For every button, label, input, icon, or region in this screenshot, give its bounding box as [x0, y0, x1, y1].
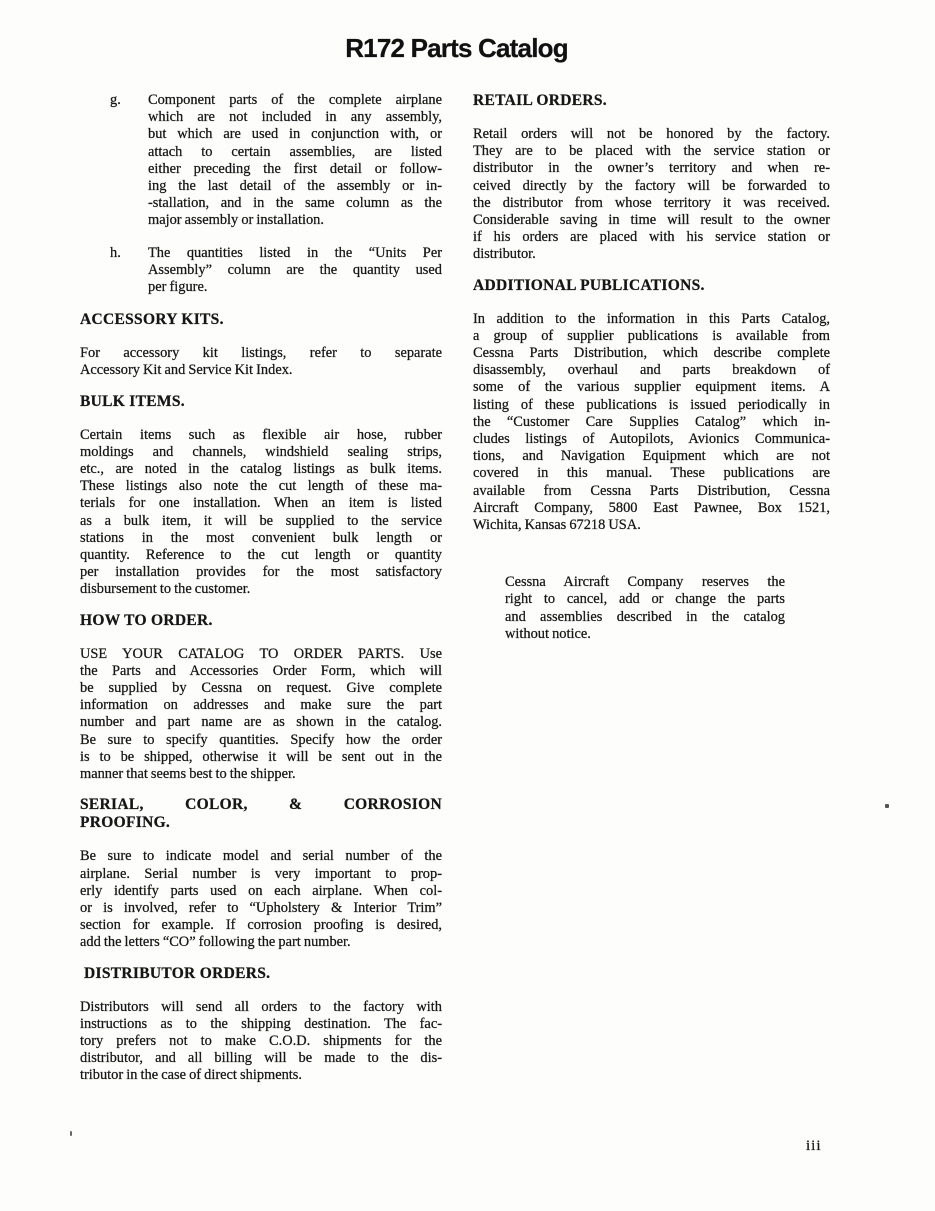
text-line: and assemblies described in the catalog — [505, 608, 785, 625]
text-line: Assembly” column are the quantity used — [148, 261, 442, 278]
paragraph — [473, 126, 830, 264]
text-line: or is involved, refer to “Upholstery & Interior Trim” — [80, 899, 442, 916]
scan-speck-icon — [885, 804, 889, 808]
heading — [80, 393, 442, 411]
text-line: disassembly, overhaul and parts breakdown of — [473, 362, 830, 379]
text-line: right to cancel, add or change the parts — [505, 591, 785, 608]
text-line: Be sure to indicate model and serial number of the — [80, 848, 442, 865]
text-line: number and part name are as shown in the catalog. — [80, 714, 442, 731]
text-line: The quantities listed in the “Units Per — [148, 244, 442, 261]
text-line: section for example. If corrosion proofing is desired, — [80, 917, 442, 934]
text-line: either preceding the first detail or follow- — [148, 160, 442, 177]
text-line: -stallation, and in the same column as the — [148, 195, 442, 212]
text-line: ing the last detail of the assembly or in- — [148, 178, 442, 195]
text-line: terials for one installation. When an item is listed — [80, 495, 442, 512]
heading — [80, 612, 442, 630]
text-line: manner that seems best to the shipper. — [80, 766, 296, 783]
text-line: BULK ITEMS. — [80, 392, 185, 410]
list-item-marker: h. — [110, 244, 121, 261]
text-line: DISTRIBUTOR ORDERS. — [84, 964, 271, 982]
text-line: per figure. — [148, 279, 208, 296]
page-number: iii — [806, 1138, 822, 1154]
text-line: HOW TO ORDER. — [80, 611, 213, 629]
text-line: ADDITIONAL PUBLICATIONS. — [473, 276, 705, 294]
text-line: cludes listings of Autopilots, Avionics Communica- — [473, 431, 830, 448]
text-line: erly identify parts used on each airplane. When col- — [80, 882, 442, 899]
list-item-marker: g. — [110, 92, 121, 108]
text-line: some of the various supplier equipment items. A — [473, 379, 830, 396]
text-line: distributor. — [473, 246, 536, 263]
text-line: stations in the most convenient bulk length or — [80, 529, 442, 546]
text-line: ceived directly by the factory will be forwarded to — [473, 177, 830, 194]
text-line: PROOFING. — [80, 814, 171, 832]
text-line: be supplied by Cessna on request. Give complete — [80, 680, 442, 697]
text-line: Wichita, Kansas 67218 USA. — [473, 517, 641, 534]
heading — [80, 311, 442, 329]
text-line: without notice. — [505, 625, 591, 642]
text-line: a group of supplier publications is available from — [473, 327, 830, 344]
heading — [473, 277, 830, 295]
text-line: tory prefers not to make C.O.D. shipments for the — [80, 1032, 442, 1049]
text-line: Accessory Kit and Service Kit Index. — [80, 362, 293, 379]
text-line: the distributor from whose territory it was received. — [473, 194, 830, 211]
text-line: as a bulk item, it will be supplied to the service — [80, 512, 442, 529]
text-line: quantity. Reference to the cut length or quantity — [80, 547, 442, 564]
text-line: information on addresses and make sure the part — [80, 697, 442, 714]
text-line: airplane. Serial number is very important to prop- — [80, 865, 442, 882]
text-line: major assembly or installation. — [148, 212, 324, 229]
text-line: available from Cessna Parts Distribution, Cessna — [473, 482, 830, 499]
text-line: They are to be placed with the service station or — [473, 143, 830, 160]
text-line: Aircraft Company, 5800 East Pawnee, Box 1521, — [473, 499, 830, 516]
text-line: Cessna Aircraft Company reserves the — [505, 574, 785, 591]
text-line: Cessna Parts Distribution, which describe complete — [473, 345, 830, 362]
list-item-text — [148, 245, 442, 297]
text-line: Be sure to specify quantities. Specify how the order — [80, 731, 442, 748]
list-item — [80, 92, 442, 230]
text-line: These listings also note the cut length of these ma- — [80, 478, 442, 495]
text-line: add the letters “CO” following the part number. — [80, 934, 351, 951]
text-line: tions, and Navigation Equipment which are not — [473, 448, 830, 465]
paragraph — [80, 427, 442, 599]
text-line: covered in this manual. These publications are — [473, 465, 830, 482]
heading — [80, 796, 442, 832]
heading — [473, 92, 830, 110]
text-line: per installation provides for the most satisfactory — [80, 564, 442, 581]
text-line: Retail orders will not be honored by the factory. — [473, 126, 830, 142]
heading — [84, 965, 442, 983]
paragraph — [473, 311, 830, 535]
text-line: instructions as to the shipping destination. The fac- — [80, 1015, 442, 1032]
scan-speck-icon — [70, 1131, 72, 1136]
text-line: For accessory kit listings, refer to separate — [80, 345, 442, 362]
text-line: SERIAL, COLOR, & CORROSION — [80, 796, 442, 814]
text-line: Distributors will send all orders to the factory with — [80, 998, 442, 1015]
text-line: which are not included in any assembly, — [148, 109, 442, 126]
text-line: RETAIL ORDERS. — [473, 92, 607, 109]
page-title: R172 Parts Catalog — [345, 33, 568, 63]
list-item — [80, 245, 442, 297]
text-line: the Parts and Accessories Order Form, which will — [80, 662, 442, 679]
text-line: disbursement to the customer. — [80, 581, 251, 598]
paragraph — [80, 848, 442, 951]
paragraph — [80, 999, 442, 1085]
text-line: but which are used in conjunction with, or — [148, 126, 442, 143]
note — [505, 574, 785, 643]
text-line: Component parts of the complete airplane — [148, 92, 442, 108]
text-line: distributor in the owner’s territory and when re- — [473, 160, 830, 177]
text-line: Certain items such as flexible air hose, rubber — [80, 426, 442, 443]
text-line: listing of these publications is issued periodically in — [473, 396, 830, 413]
text-line: moldings and channels, windshield sealing strips, — [80, 443, 442, 460]
paragraph — [80, 646, 442, 784]
text-line: ACCESSORY KITS. — [80, 311, 224, 329]
paragraph — [80, 345, 442, 379]
text-line: the “Customer Care Supplies Catalog” which in- — [473, 413, 830, 430]
text-line: In addition to the information in this Parts Catalog, — [473, 310, 830, 327]
list-item-text — [148, 92, 442, 230]
text-line: attach to certain assemblies, are listed — [148, 143, 442, 160]
right-column — [473, 92, 830, 656]
text-line: if his orders are placed with his service station or — [473, 229, 830, 246]
text-line: tributor in the case of direct shipments. — [80, 1067, 302, 1084]
left-column — [80, 92, 442, 1098]
text-line: USE YOUR CATALOG TO ORDER PARTS. Use — [80, 645, 442, 662]
text-line: Considerable saving in time will result to the owner — [473, 212, 830, 229]
text-line: is to be shipped, otherwise it will be sent out in the — [80, 748, 442, 765]
text-line: distributor, and all billing will be made to the dis- — [80, 1050, 442, 1067]
text-line: etc., are noted in the catalog listings as bulk items. — [80, 461, 442, 478]
